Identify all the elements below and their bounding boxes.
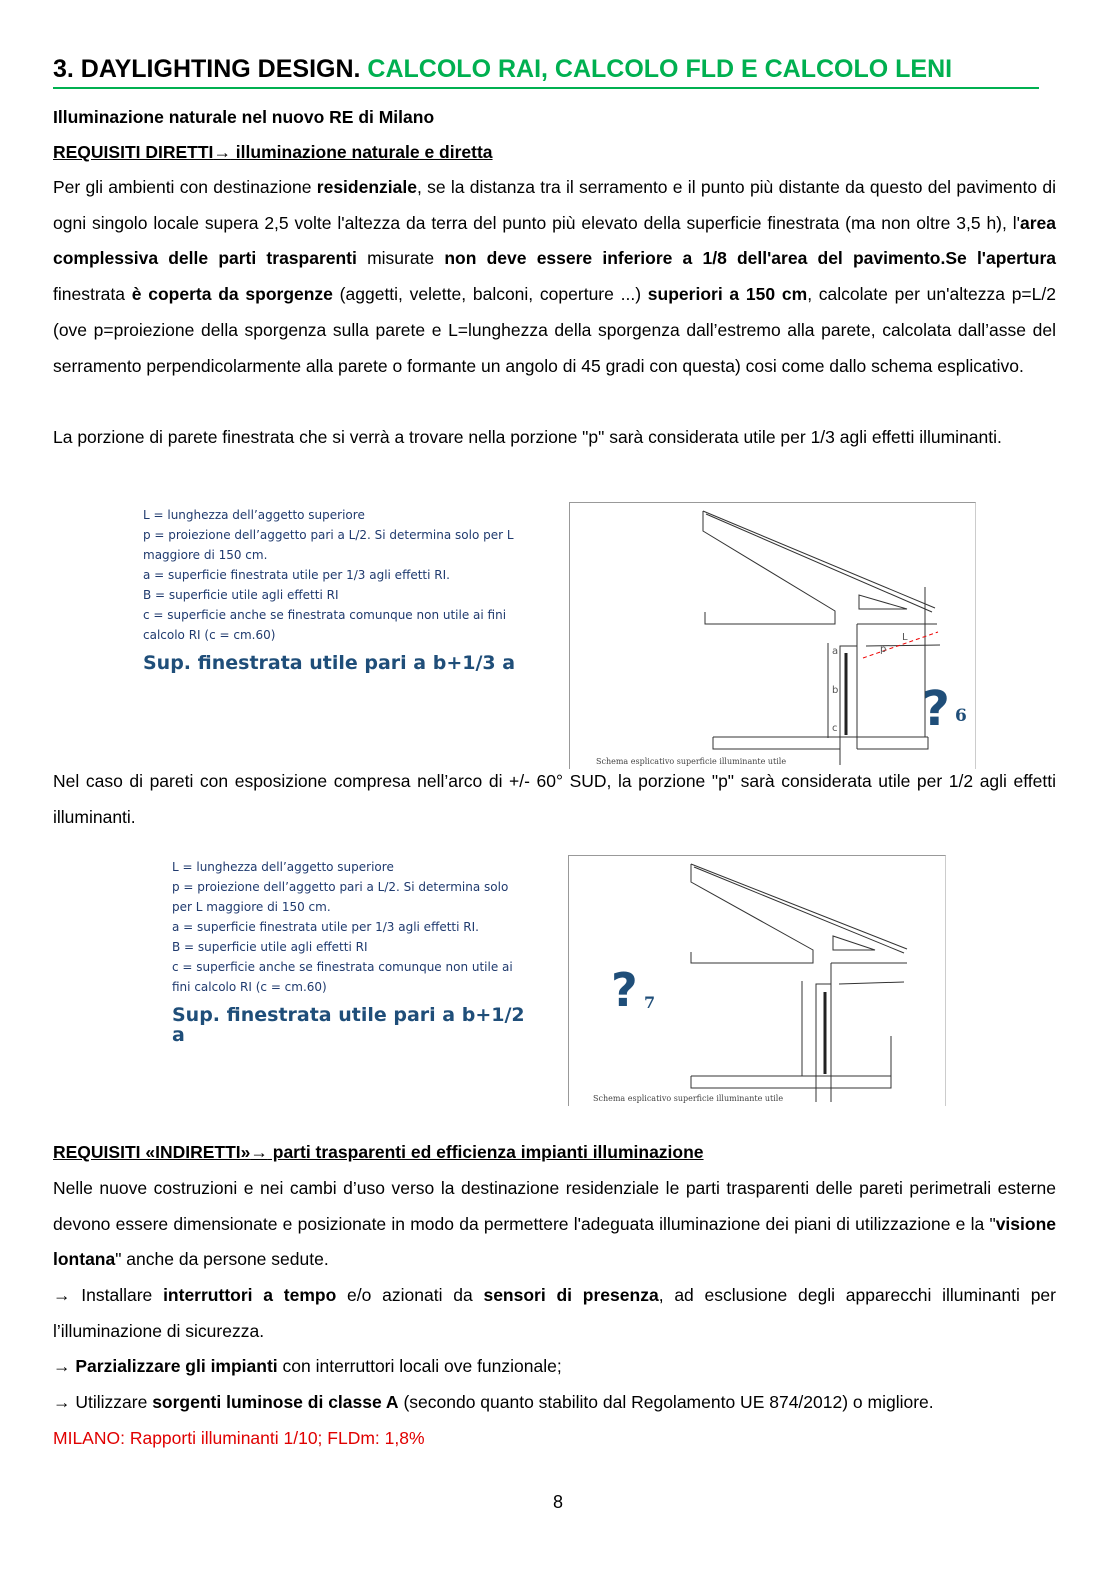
svg-text:6: 6 — [955, 706, 967, 726]
figure-caption-2: Schema esplicativo superficie illuminante utile — [593, 1094, 784, 1103]
section-title — [53, 55, 1039, 89]
overhang-section-drawing-2 — [569, 856, 945, 1106]
paragraph-3: Nel caso di pareti con esposizione compresa nell’arco di +/- 60° SUD, la porzione "p" sarà considerata utile per 1/2 agli effetti illuminanti. — [53, 771, 1056, 827]
paragraph-4: Nelle nuove costruzioni e nei cambi d’uso verso la destinazione residenziale le parti trasparenti delle pareti perimetrali esterne devono essere dimensionate e posizionate in modo da permettere l'adeguata illuminazione dei piani di utilizzazione e la "visione lontana" anche da persone sedute. — [53, 1178, 1056, 1270]
heading-milano: Illuminazione naturale nel nuovo RE di Milano — [53, 107, 435, 127]
heading-direct — [53, 135, 1056, 171]
svg-text:b: b — [832, 685, 839, 696]
svg-text:?: ? — [611, 963, 638, 1017]
svg-text:L: L — [902, 632, 908, 643]
arrow-icon: → — [213, 142, 231, 162]
heading-indirect: REQUISITI «INDIRETTI»→ parti trasparenti ed efficienza impianti illuminazione — [53, 1142, 704, 1162]
svg-text:c: c — [832, 723, 838, 734]
formula-1: Sup. finestrata utile pari a b+1/3 a — [143, 652, 516, 674]
h2-a: REQUISITI DIRETTI — [53, 142, 214, 162]
diagram-1 — [569, 502, 976, 769]
formula-2: Sup. finestrata utile pari a b+1/2 a — [172, 1004, 525, 1046]
title-main: 3. DAYLIGHTING DESIGN. — [53, 55, 361, 83]
arrow-icon: → — [53, 1356, 76, 1376]
legend-2: L = lunghezza dell’aggetto superiore p = proiezione dell’aggetto pari a L/2. Si determina solo per L maggiore di 150 cm. a = superficie finestrata utile per 1/3 agli effetti RI. B = superficie utile agli effetti RI c = superficie anche se finestrata comunque non utile ai fini calcolo RI (c = cm.60) Sup. finestrata utile pari a b+1/2 a — [172, 857, 532, 1045]
svg-text:p: p — [880, 644, 887, 655]
arrow-icon: → — [250, 1142, 268, 1162]
paragraph-1: Per gli ambienti con destinazione residenziale, se la distanza tra il serramento e il punto più distante da questo del pavimento di ogni singolo locale supera 2,5 volte l'altezza da terra del punto più elevato della superficie finestrata (ma non oltre 3,5 h), l'area complessiva delle parti trasparenti misurate non deve essere inferiore a 1/8 dell'area del pavimento.Se l'apertura finestrata è coperta da sporgenze (aggetti, velette, balconi, coperture ...) superiori a 150 cm, calcolate per un'altezza p=L/2 (ove p=proiezione della sporgenza sulla parete e L=lunghezza della sporgenza dall’estremo alla parete, calcolata dall’asse del serramento perpendicolarmente alla parete o formante un angolo di 45 gradi con questa) cosi come dallo schema esplicativo. — [53, 177, 1056, 376]
arrow-icon: → — [53, 1392, 76, 1412]
h2-b: illuminazione naturale e diretta — [230, 142, 493, 162]
svg-text:a: a — [832, 646, 839, 657]
figure-caption-1: Schema esplicativo superficie illuminante utile — [596, 757, 787, 766]
page-number: 8 — [552, 1492, 563, 1512]
overhang-section-drawing — [570, 503, 975, 769]
title-sub: CALCOLO RAI, CALCOLO FLD E CALCOLO LENI — [367, 55, 953, 83]
paragraph-2: La porzione di parete finestrata che si verrà a trovare nella porzione "p" sarà considerata utile per 1/3 agli effetti illuminanti. — [53, 427, 1002, 447]
bullet-2: → Parzializzare gli impianti con interruttori locali ove funzionale; — [53, 1356, 562, 1376]
arrow-icon: → — [53, 1285, 82, 1305]
bullet-3: → Utilizzare sorgenti luminose di classe A (secondo quanto stabilito dal Regolamento UE 874/2012) o migliore. — [53, 1392, 934, 1412]
bullet-1: → Installare interruttori a tempo e/o azionati da sensori di presenza, ad esclusione degli apparecchi illuminanti per l’illuminazione di sicurezza. — [53, 1285, 1056, 1341]
diagram-2 — [568, 855, 946, 1106]
milano-note: MILANO: Rapporti illuminanti 1/10; FLDm: 1,8% — [53, 1428, 425, 1448]
svg-text:7: 7 — [644, 993, 656, 1012]
question-mark: ? — [922, 681, 950, 737]
legend-1: L = lunghezza dell’aggetto superiore p = proiezione dell’aggetto pari a L/2. Si determina solo per L maggiore di 150 cm. a = superficie finestrata utile per 1/3 agli effetti RI. B = superficie utile agli effetti RI c = superficie anche se finestrata comunque non utile ai fini calcolo RI (c = cm.60) Sup. finestrata utile pari a b+1/3 a — [143, 505, 533, 673]
